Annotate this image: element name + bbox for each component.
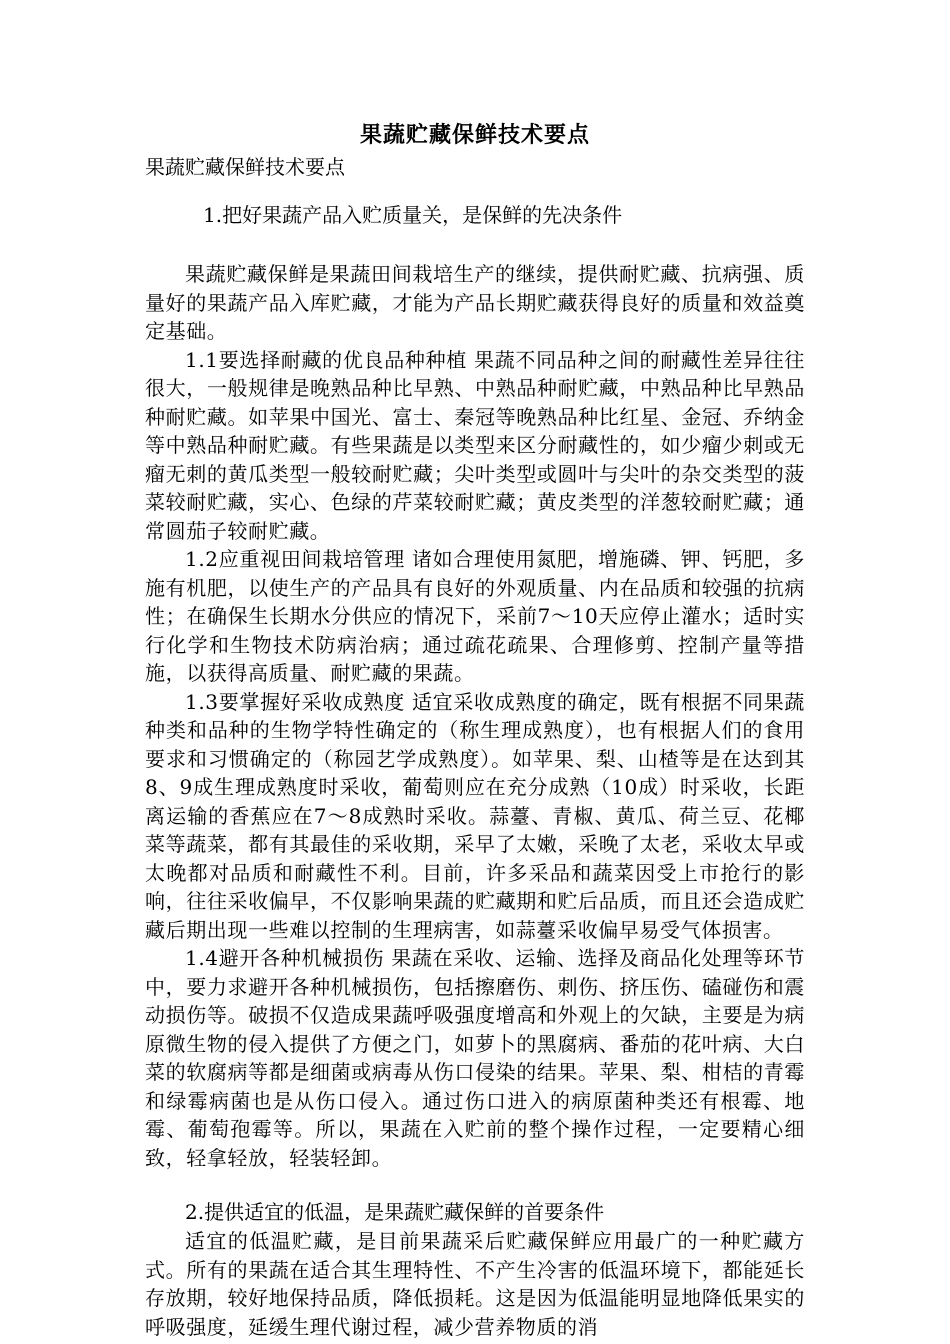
spacer	[145, 230, 805, 260]
section-heading-2: 2.提供适宜的低温，是果蔬贮藏保鲜的首要条件	[185, 1200, 605, 1224]
paragraph: 1.4避开各种机械损伤 果蔬在采收、运输、选择及商品化处理等环节中，要力求避开各种机械损伤，包括擦磨伤、刺伤、挤压伤、磕碰伤和震动损伤等。破损不仅造成果蔬呼吸强度增高和外观上的欠缺，主要是为病原微生物的侵入提供了方便之门，如萝卜的黑腐病、番茄的花叶病、大白菜的软腐病等都是细菌或病毒从伤口侵染的结果。苹果、梨、柑桔的青霉和绿霉病菌也是从伤口侵入。通过伤口进入的病原菌种类还有根霉、地霉、葡萄孢霉等。所以，果蔬在入贮前的整个操作过程，一定要精心细致，轻拿轻放，轻装轻卸。	[145, 946, 805, 1170]
paragraph: 果蔬贮藏保鲜是果蔬田间栽培生产的继续，提供耐贮藏、抗病强、质量好的果蔬产品入库贮藏，才能为产品长期贮藏获得良好的质量和效益奠定基础。	[145, 262, 805, 343]
paragraph: 1.2应重视田间栽培管理 诸如合理使用氮肥，增施磷、钾、钙肥，多施有机肥，以使生产的产品具有良好的外观质量、内在品质和较强的抗病性；在确保生长期水分供应的情况下，采前7～10天应停止灌水；适时实行化学和生物技术防病治病；通过疏花疏果、合理修剪、控制产量等措施，以获得高质量、耐贮藏的果蔬。	[145, 547, 805, 685]
paragraph: 适宜的低温贮藏，是目前果蔬采后贮藏保鲜应用最广的一种贮藏方式。所有的果蔬在适合其生理特性、不产生冷害的低温环境下，都能延长存放期，较好地保持品质，降低损耗。这是因为低温能明显地降低果实的呼吸强度，延缓生理代谢过程，减少营养物质的消	[145, 1229, 805, 1339]
paragraph: 1.1要选择耐藏的优良品种种植 果蔬不同品种之间的耐藏性差异往往很大，一般规律是晚熟品种比早熟、中熟品种耐贮藏，中熟品种比早熟品种耐贮藏。如苹果中国光、富士、秦冠等晚熟品种比红星、金冠、乔纳金等中熟品种耐贮藏。有些果蔬是以类型来区分耐藏性的，如少瘤少刺或无瘤无刺的黄瓜类型一般较耐贮藏；尖叶类型或圆叶与尖叶的杂交类型的菠菜较耐贮藏，实心、色绿的芹菜较耐贮藏；黄皮类型的洋葱较耐贮藏；通常圆茄子较耐贮藏。	[145, 347, 805, 543]
spacer	[145, 1172, 805, 1197]
document-subtitle: 果蔬贮藏保鲜技术要点	[145, 155, 345, 179]
document-title: 果蔬贮藏保鲜技术要点	[359, 122, 590, 148]
section-heading-1: 1.把好果蔬产品入贮质量关，是保鲜的先决条件	[203, 203, 623, 227]
paragraph: 1.3要掌握好采收成熟度 适宜采收成熟度的确定，既有根据不同果蔬种类和品种的生物学特性确定的（称生理成熟度），也有根据人们的食用要求和习惯确定的（称园艺学成熟度）。如苹果、梨、山楂等是在达到其8、9成生理成熟度时采收，葡萄则应在充分成熟（10成）时采收，长距离运输的香蕉应在7～8成熟时采收。蒜薹、青椒、黄瓜、荷兰豆、花椰菜等蔬菜，都有其最佳的采收期，采早了太嫩，采晚了太老，采收太早或太晚都对品质和耐藏性不利。目前，许多采品和蔬菜因受上市抢行的影响，往往采收偏早，不仅影响果蔬的贮藏期和贮后品质，而且还会造成贮藏后期出现一些难以控制的生理病害，如蒜薹采收偏早易受气体损害。	[145, 689, 805, 942]
document-page	[145, 118, 805, 1341]
